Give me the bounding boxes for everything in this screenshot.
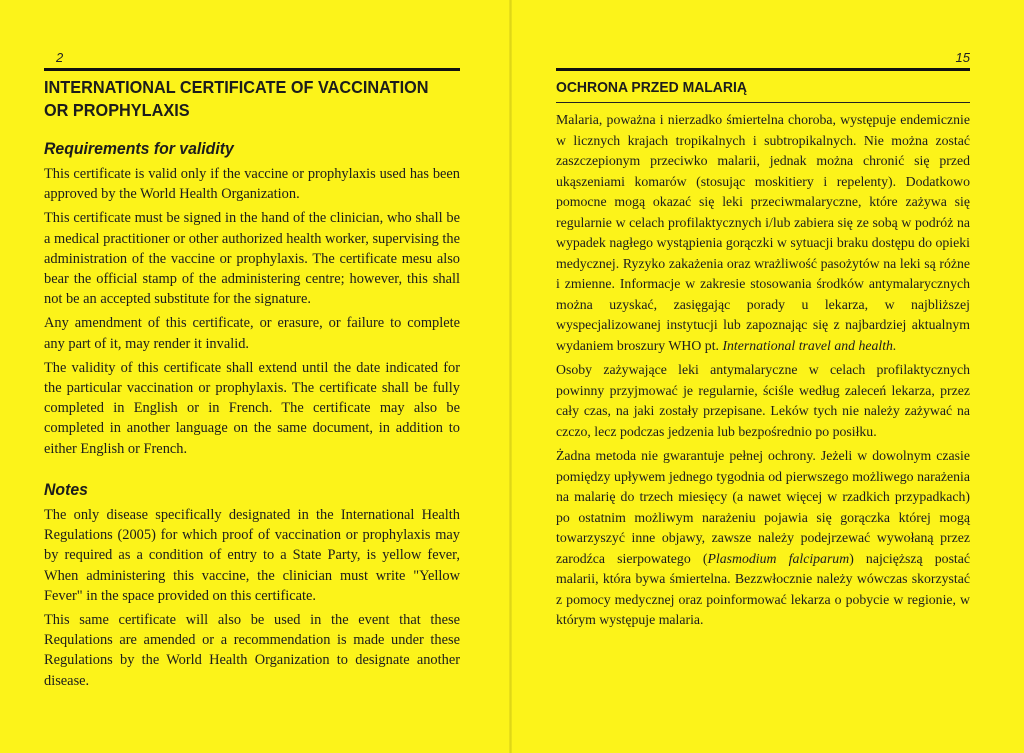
requirements-paragraph: Any amendment of this certificate, or erasure, or failure to complete any part of it, may render it invalid. xyxy=(44,315,460,352)
certificate-title: INTERNATIONAL CERTIFICATE OF VACCINATION OR PROPHYLAXIS xyxy=(44,77,429,120)
malaria-paragraph: Osoby zażywające leki antymalaryczne w celach profilaktycznych powinny przyjmować je regularnie, ściśle według zaleceń lekarza, przez cały czas, na jaki zostały przepisane. Leków tych nie należy zażywać na czczo, lecz podczas jedzenia lub bezpośrednio po posiłku. xyxy=(556,362,970,439)
notes-heading: Notes xyxy=(44,480,88,499)
notes-paragraph: The only disease specifically designated in the International Health Regulations (2005) for which proof of vaccination or prophylaxis may by required as a condition of entry to a State Party, is yellow fever, When administering this vaccine, the clinician must write "Yellow Fever" in the space provided on this certificate. xyxy=(44,507,460,604)
requirements-paragraph: This certificate must be signed in the hand of the clinician, who shall be a medical practitioner or other authorized health worker, supervising the administration of the vaccine or prophylaxis. The certificate mesu also bear the official stamp of the administering centre; however, this shall not be an accepted substitute for the signature. xyxy=(44,210,460,308)
species-name: Plasmodium falciparum xyxy=(707,550,850,566)
page-number-right: 15 xyxy=(955,50,970,65)
top-rule-right xyxy=(556,68,970,71)
top-rule-left xyxy=(44,68,460,71)
requirements-section xyxy=(44,164,460,459)
malaria-section xyxy=(556,110,970,631)
malaria-paragraph xyxy=(556,446,970,631)
requirements-heading: Requirements for validity xyxy=(44,139,234,158)
malaria-paragraph-text: ) najcięższą postać malarii, która bywa śmiertelna. Bezzwłocznie należy wówczas skorzystać z pomocy medycznej oraz poinformować lekarza o pobycie w regionie, w którym występuje malaria. xyxy=(556,550,971,627)
notes-paragraph: This same certificate will also be used in the event that these Requlations are amended or a recommendation is made under these Regulations by the World Health Organization to designate another disease. xyxy=(44,612,460,689)
page-number-left: 2 xyxy=(56,50,64,65)
title-underline xyxy=(556,102,970,103)
requirements-paragraph: The validity of this certificate shall extend until the date indicated for the particular vaccination or prophylaxis. The certificate shall be fully completed in English or in French. The certificate may also be completed in another language on the same document, in addition to either English or French. xyxy=(44,359,460,457)
malaria-title: OCHRONA PRZED MALARIĄ xyxy=(556,79,747,96)
page-fold xyxy=(509,0,512,753)
requirements-paragraph: This certificate is valid only if the vaccine or prophylaxis used has been approved by the World Health Organization. xyxy=(44,166,460,203)
notes-section xyxy=(44,505,460,691)
malaria-paragraph-text: Żadna metoda nie gwarantuje pełnej ochrony. Jeżeli w dowolnym czasie pomiędzy upływem jednego tygodnia od pierwszego możliwego narażenia na malarię do trzech miesięcy (a nawet więcej w rzadkich przypadkach) po ostatnim możliwym narażeniu pojawia się gorączka której mogą towarzyszyć inne objawy, zawsze należy podejrzewać wywołaną przez zarodźca sierpowatego ( xyxy=(556,448,970,566)
malaria-paragraph xyxy=(556,110,970,356)
malaria-paragraph-text: Malaria, poważna i nierzadko śmiertelna choroba, występuje endemicznie w licznych krajach tropikalnych i subtropikalnych. Nie można zostać zaszczepionym przeciwko malarii, jednak można chronić się przed ukąszeniami komarów (stosując moskitiery i repelenty). Dodatkowo pomocne mogą okazać się leki przeciwmalaryczne, które zażywa się regularnie w celach profilaktycznych i/lub zabiera się ze sobą w podróż na wypadek nagłego wystąpienia gorączki w sytuacji braku dostępu do opieki medycznej. Ryzyko zakażenia oraz wrażliwość pasożytów na leki są różne i zmienne. Informacje w zakresie stosowania środków antymalarycznych można uzyskać, zasięgając porady u lekarza, w najbliższej wyspecjalizowanej instytucji lub zapoznając się z najbardziej aktualnym wydaniem broszury WHO pt. xyxy=(556,112,970,353)
publication-title: International travel and health. xyxy=(722,337,897,353)
